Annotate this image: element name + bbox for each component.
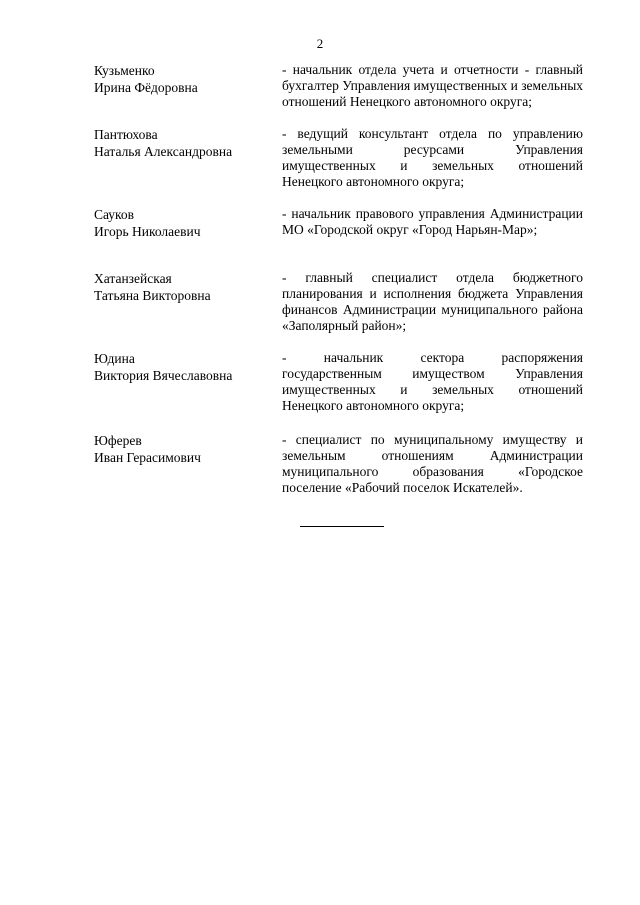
member-name: [94, 126, 274, 160]
member-given-names: Виктория Вячеславовна: [94, 368, 233, 383]
member-given-names: Игорь Николаевич: [94, 224, 201, 239]
member-given-names: Наталья Александровна: [94, 144, 233, 159]
member-given-names: Иван Герасимович: [94, 450, 201, 465]
member-position: - начальник правового управления Администрации МО «Городской округ «Город Нарьян-Мар»;: [282, 206, 583, 237]
member-name: [94, 62, 274, 96]
member-name: [94, 206, 274, 240]
member-given-names: Татьяна Викторовна: [94, 288, 211, 303]
member-name: [94, 350, 274, 384]
member-position: - специалист по муниципальному имуществу и земельным отношениям Администрации муниципального образования «Городское поселение «Рабочий поселок Искателей».: [282, 432, 583, 495]
member-name: [94, 270, 274, 304]
member-surname: Пантюхова: [94, 127, 158, 142]
member-surname: Хатанзейская: [94, 271, 172, 286]
page-number: 2: [316, 36, 324, 51]
end-of-list-separator: [300, 526, 384, 527]
member-surname: Юферев: [94, 433, 142, 448]
member-surname: Кузьменко: [94, 63, 155, 78]
member-surname: Юдина: [94, 351, 135, 366]
member-name: [94, 432, 274, 466]
member-position: - ведущий консультант отдела по управлению земельными ресурсами Управления имущественных и земельных отношений Ненецкого автономного округа;: [282, 126, 583, 189]
member-position: - начальник сектора распоряжения государственным имуществом Управления имущественных и земельных отношений Ненецкого автономного округа;: [282, 350, 583, 413]
member-given-names: Ирина Фёдоровна: [94, 80, 198, 95]
member-surname: Сауков: [94, 207, 135, 222]
member-position: - начальник отдела учета и отчетности - главный бухгалтер Управления имущественных и земельных отношений Ненецкого автономного округа;: [282, 62, 584, 109]
member-position: - главный специалист отдела бюджетного планирования и исполнения бюджета Управления финансов Администрации муниципального района «Заполярный район»;: [282, 270, 583, 333]
